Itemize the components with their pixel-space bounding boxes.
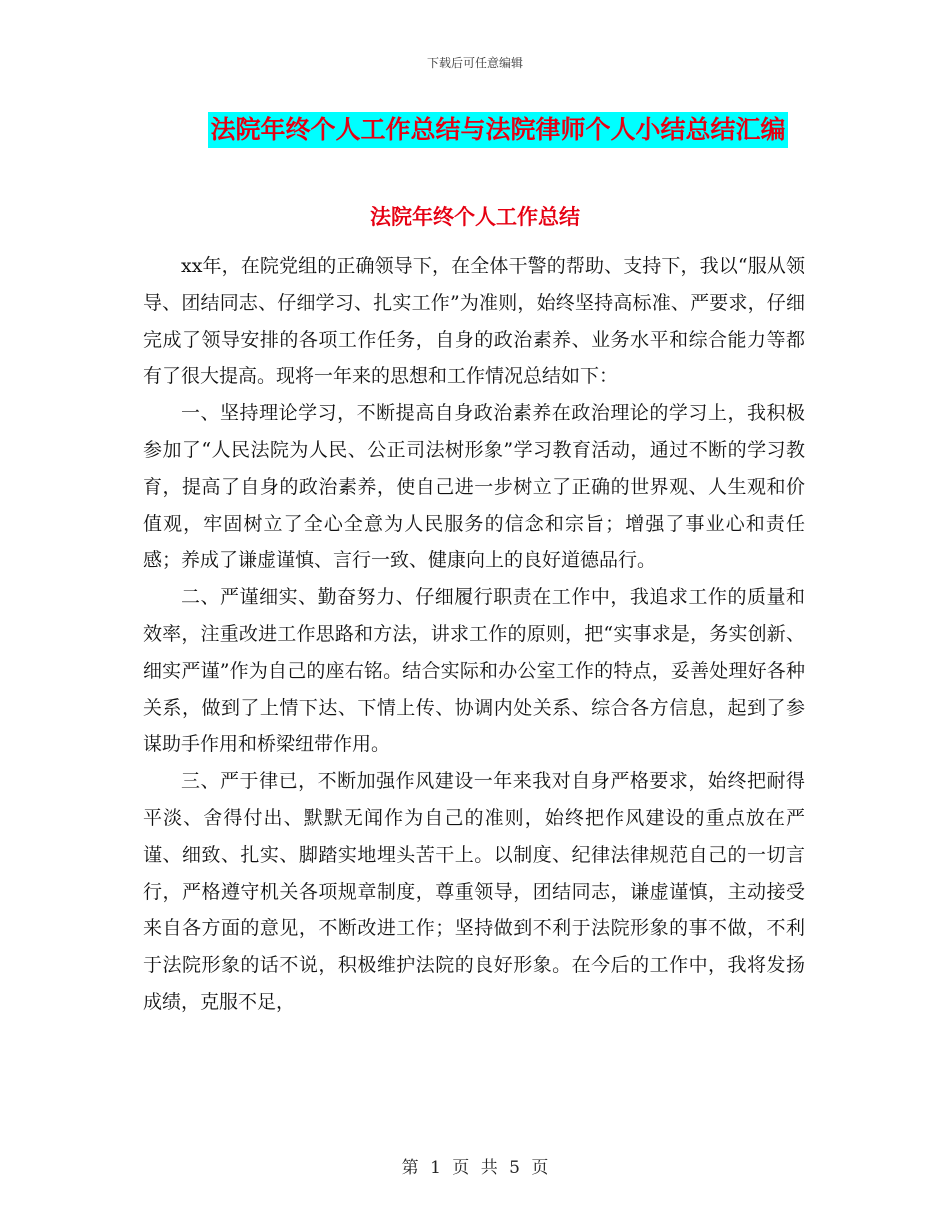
header-note: 下载后可任意编辑 xyxy=(426,56,523,70)
document-body xyxy=(143,248,805,1021)
paragraph: xx年，在院党组的正确领导下，在全体干警的帮助、支持下，我以“服从领导、团结同志、仔细学习、扎实工作”为准则，始终坚持高标准、严要求，仔细完成了领导安排的各项工作任务，自身的政治素养、业务水平和综合能力等都有了很大提高。现将一年来的思想和工作情况总结如下： xyxy=(143,255,805,388)
paragraph: 二、严谨细实、勤奋努力、仔细履行职责在工作中，我追求工作的质量和效率，注重改进工作思路和方法，讲求工作的原则，把“实事求是，务实创新、细实严谨”作为自己的座右铭。结合实际和办公室工作的特点，妥善处理好各种关系，做到了上情下达、下情上传、协调内处关系、综合各方信息，起到了参谋助手作用和桥梁纽带作用。 xyxy=(143,586,805,756)
document-title-wrap xyxy=(0,112,950,148)
paragraph: 三、严于律已，不断加强作风建设一年来我对自身严格要求，始终把耐得平淡、舍得付出、默默无闻作为自己的准则，始终把作风建设的重点放在严谨、细致、扎实、脚踏实地埋头苦干上。以制度、纪律法律规范自己的一切言行，严格遵守机关各项规章制度，尊重领导，团结同志，谦虚谨慎，主动接受来自各方面的意见，不断改进工作；坚持做到不利于法院形象的事不做，不利于法院形象的话不说，积极维护法院的良好形象。在今后的工作中，我将发扬成绩，克服不足， xyxy=(143,770,805,1013)
paragraph: 一、坚持理论学习，不断提高自身政治素养在政治理论的学习上，我积极参加了“人民法院为人民、公正司法树形象”学习教育活动，通过不断的学习教育，提高了自身的政治素养，使自己进一步树立了正确的世界观、人生观和价值观，牢固树立了全心全意为人民服务的信念和宗旨；增强了事业心和责任感；养成了谦虚谨慎、言行一致、健康向上的良好道德品行。 xyxy=(143,402,805,572)
document-title: 法院年终个人工作总结与法院律师个人小结总结汇编 xyxy=(208,112,787,148)
page-number-footer: 第 1 页 共 5 页 xyxy=(401,1158,549,1178)
section-title: 法院年终个人工作总结 xyxy=(370,204,580,229)
